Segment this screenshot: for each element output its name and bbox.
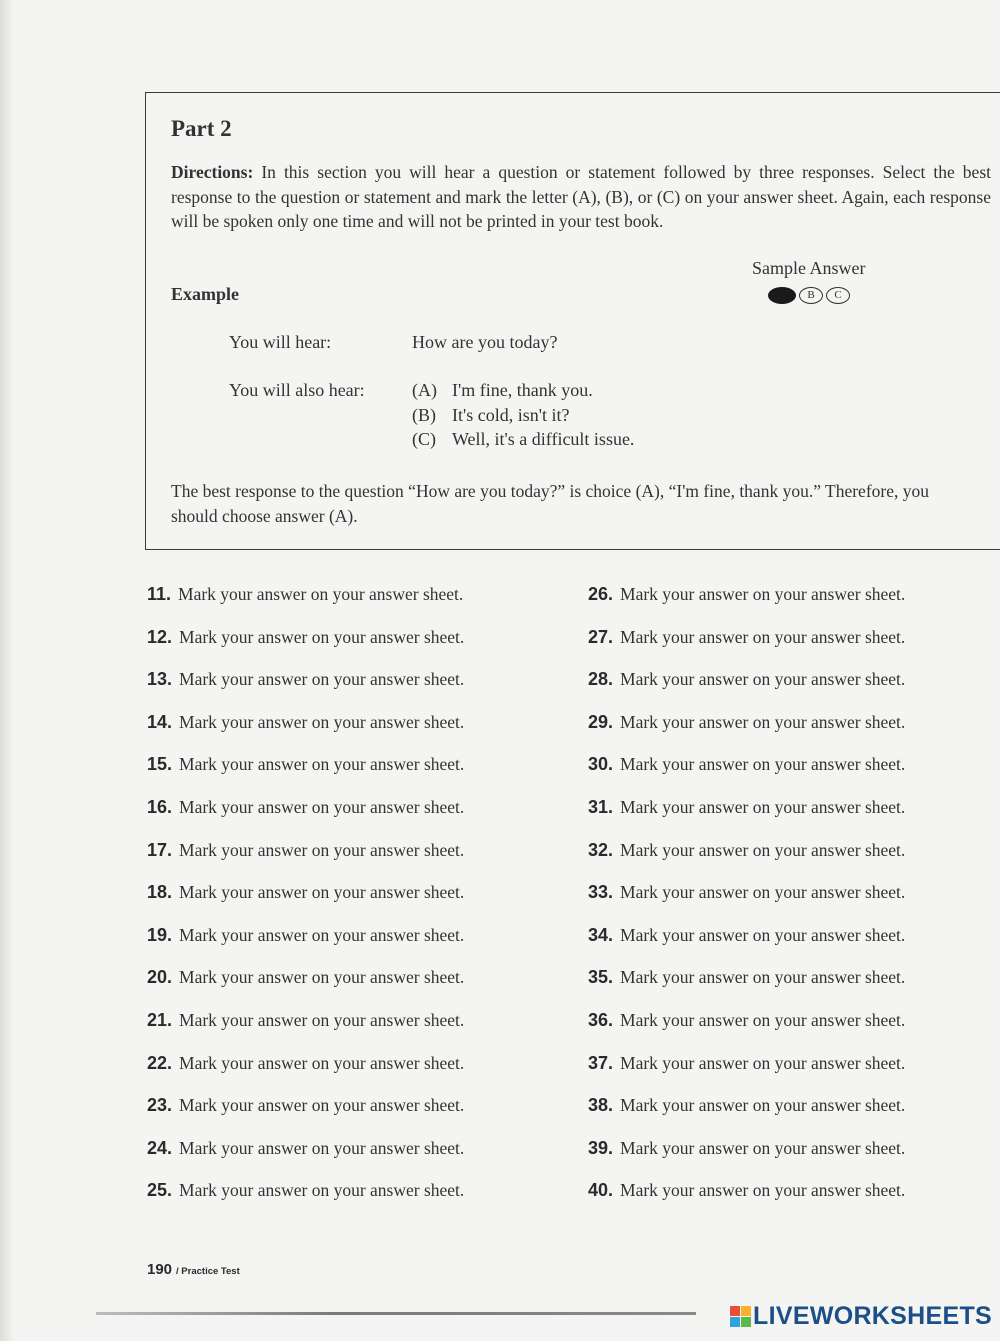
liveworksheets-mark-icon [730,1306,751,1327]
question-number: 19. [147,924,173,945]
question-item [588,840,905,861]
sample-answer-bubbles [768,287,850,304]
question-text: Mark your answer on your answer sheet. [620,797,906,817]
question-text: Mark your answer on your answer sheet. [179,924,465,945]
question-item [588,882,905,903]
question-text: Mark your answer on your answer sheet. [620,882,906,903]
question-text: Mark your answer on your answer sheet. [179,967,465,988]
page-number: 190 [147,1261,173,1278]
question-text: Mark your answer on your answer sheet. [620,754,906,775]
question-item [588,627,905,648]
you-will-also-hear-label: You will also hear: [229,380,365,400]
page-edge-shadow [0,0,14,1341]
choice-letter: (C) [412,429,436,449]
question-number: 16. [147,797,173,817]
question-number: 40. [588,1180,614,1201]
question-item [147,925,464,946]
question-number: 32. [588,839,614,860]
question-item [147,584,463,605]
question-item [147,1180,464,1201]
question-number: 29. [588,711,614,732]
question-text: Mark your answer on your answer sheet. [179,797,465,817]
question-item [147,967,464,988]
question-item [147,712,464,733]
question-item [588,669,905,690]
question-item [147,627,464,648]
question-item [147,797,464,818]
example-explanation: The best response to the question “How are you today?” is choice (A), “I'm fine, thank you.” Therefore, you should choose answer (A). [171,481,929,526]
you-will-hear-label: You will hear: [229,332,332,352]
choice-letter: (B) [412,405,436,425]
question-text: Mark your answer on your answer sheet. [620,839,906,860]
question-text: Mark your answer on your answer sheet. [620,1180,906,1201]
question-item [588,712,905,733]
question-text: Mark your answer on your answer sheet. [178,584,464,604]
liveworksheets-text: LIVEWORKSHEETS [753,1302,992,1330]
bottom-rule [96,1312,696,1315]
page-footer [147,1261,240,1278]
example-choice-a [412,380,593,401]
question-text: Mark your answer on your answer sheet. [179,1180,465,1201]
part-title: Part 2 [171,116,232,141]
example-choice-c [412,429,634,450]
question-item [147,1095,464,1116]
choice-text: I'm fine, thank you. [452,380,593,400]
question-number: 11. [147,584,172,604]
question-text: Mark your answer on your answer sheet. [620,1095,906,1116]
question-item [588,754,905,775]
question-number: 38. [588,1095,614,1116]
question-text: Mark your answer on your answer sheet. [179,882,465,903]
question-number: 20. [147,967,173,988]
question-text: Mark your answer on your answer sheet. [620,1137,906,1158]
liveworksheets-logo [730,1302,992,1331]
page-footer-title: / Practice Test [176,1266,240,1277]
question-number: 26. [588,584,614,604]
question-number: 13. [147,669,173,690]
question-item [588,925,905,946]
question-number: 25. [147,1180,173,1201]
question-text: Mark your answer on your answer sheet. [179,1095,465,1116]
directions-label: Directions: [171,162,254,182]
question-number: 37. [588,1052,614,1073]
question-number: 17. [147,839,173,860]
question-text: Mark your answer on your answer sheet. [620,924,906,945]
bubble-b: B [799,287,823,304]
question-item [147,882,464,903]
question-number: 31. [588,797,614,817]
question-item [147,1053,464,1074]
bubble-c: C [826,287,850,304]
question-number: 39. [588,1137,614,1158]
question-number: 36. [588,1010,614,1030]
sample-answer-label: Sample Answer [752,258,866,278]
example-label: Example [171,284,240,304]
question-text: Mark your answer on your answer sheet. [179,1052,465,1073]
question-text: Mark your answer on your answer sheet. [179,626,465,647]
question-number: 33. [588,882,614,903]
question-text: Mark your answer on your answer sheet. [620,711,906,732]
question-text: Mark your answer on your answer sheet. [179,839,465,860]
question-number: 15. [147,754,173,775]
question-number: 21. [147,1010,173,1030]
question-item [588,584,905,605]
question-text: Mark your answer on your answer sheet. [620,967,906,988]
question-item [588,1010,905,1031]
question-item [588,1180,905,1201]
question-number: 12. [147,626,173,647]
question-text: Mark your answer on your answer sheet. [179,754,465,775]
you-will-hear-text: How are you today? [412,332,558,352]
example-choice-b [412,405,569,426]
choice-letter: (A) [412,380,437,400]
question-text: Mark your answer on your answer sheet. [179,1010,465,1030]
question-text: Mark your answer on your answer sheet. [620,1010,906,1030]
question-number: 34. [588,924,614,945]
question-number: 27. [588,626,614,647]
directions-paragraph [171,160,991,234]
question-number: 14. [147,711,173,732]
question-item [147,754,464,775]
question-item [147,669,464,690]
question-text: Mark your answer on your answer sheet. [620,584,906,604]
directions-text: In this section you will hear a question or statement followed by three responses. Select the best response to the question or statement and mark the letter (A), (B), or (C) on your answer sheet. Again, each response will be spoken only one time and will not be printed in your test book. [171,162,991,231]
question-text: Mark your answer on your answer sheet. [620,1052,906,1073]
question-item [588,1095,905,1116]
question-number: 35. [588,967,614,988]
choice-text: It's cold, isn't it? [452,405,570,425]
question-text: Mark your answer on your answer sheet. [179,669,465,690]
bubble-a-filled [768,287,796,304]
question-item [147,1010,464,1031]
question-number: 22. [147,1052,173,1073]
question-number: 18. [147,882,173,903]
question-text: Mark your answer on your answer sheet. [179,711,465,732]
question-number: 30. [588,754,614,775]
question-item [588,1138,905,1159]
choice-text: Well, it's a difficult issue. [452,429,635,449]
question-number: 28. [588,669,614,690]
question-text: Mark your answer on your answer sheet. [620,669,906,690]
question-item [147,840,464,861]
question-item [588,967,905,988]
question-item [588,797,905,818]
question-number: 23. [147,1095,173,1116]
question-item [147,1138,464,1159]
question-item [588,1053,905,1074]
question-number: 24. [147,1137,173,1158]
question-text: Mark your answer on your answer sheet. [179,1137,465,1158]
question-text: Mark your answer on your answer sheet. [620,626,906,647]
